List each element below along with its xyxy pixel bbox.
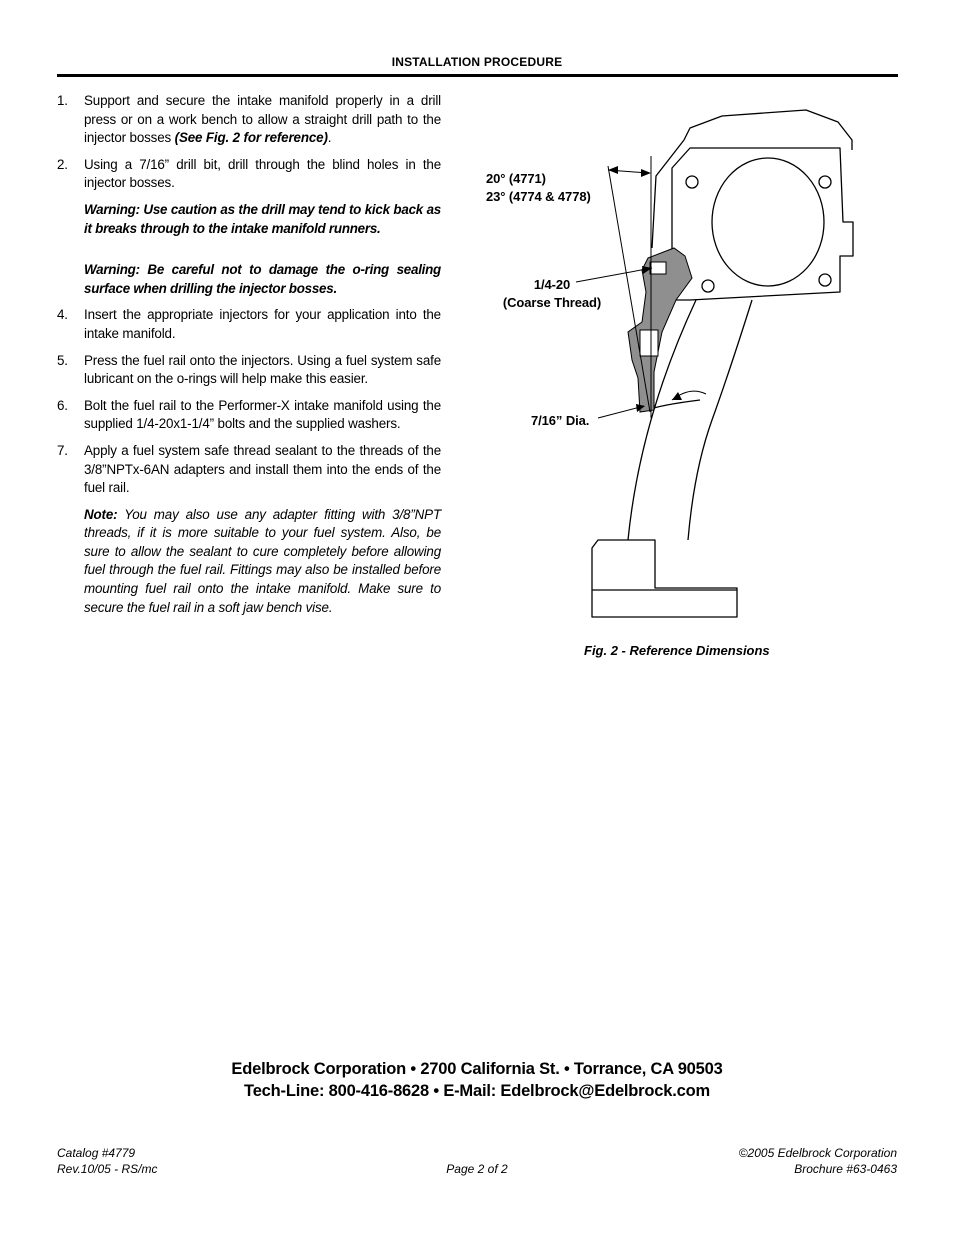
flange-outline	[672, 148, 853, 300]
thread-callout	[500, 276, 604, 312]
step-number: 1.	[57, 93, 68, 108]
step-number: 2.	[57, 156, 68, 172]
step-number: 7.	[57, 442, 68, 458]
step-item	[57, 156, 441, 193]
step-number: 5.	[57, 352, 68, 368]
header-divider	[57, 74, 898, 77]
runner-top-outline	[684, 110, 852, 150]
warning-text: Warning: Use caution as the drill may tend to kick back as it breaks through to the intake manifold runners.	[84, 201, 441, 236]
angle-callout	[486, 170, 591, 206]
angle-arrowhead	[641, 169, 651, 177]
step-text: Apply a fuel system safe thread sealant to the threads of the 3/8”NPTx-6AN adapters and install them into the ends of the fuel rail.	[84, 442, 441, 496]
step-item	[57, 442, 441, 498]
angle-label-4771: 20° (4771)	[486, 171, 546, 186]
step-text: Support and secure the intake manifold properly in a drill press or on a work bench to allow a straight drill path to the injector bosses	[84, 93, 441, 146]
figure-caption: Fig. 2 - Reference Dimensions	[584, 643, 770, 658]
note-label: Note:	[84, 506, 118, 522]
footer-right	[739, 1145, 897, 1177]
step-number: 6.	[57, 397, 68, 413]
note-text	[57, 506, 441, 618]
thread-size-label: 1/4-20	[533, 277, 571, 292]
copyright-text: ©2005 Edelbrock Corporation	[738, 1146, 897, 1160]
revision-info: Rev.10/05 - RS/mc	[57, 1162, 158, 1176]
step-text: Bolt the fuel rail to the Performer-X intake manifold using the supplied 1/4-20x1-1/4” bolts and the supplied washers.	[84, 397, 441, 432]
step-number: 4.	[57, 307, 68, 323]
step-item	[57, 352, 441, 389]
note-body: You may also use any adapter fitting with 3/8”NPT threads, if it is more suitable to your fuel system. Also, be sure to allow the sealant to cure completely before allowing fuel through the fuel rail. Fittings may also be installed before mounting fuel rail onto the intake manifold. Make sure to secure the fuel rail in a soft jaw bench vise.	[84, 506, 441, 615]
company-address: Edelbrock Corporation • 2700 California St. • Torrance, CA 90503	[231, 1060, 723, 1078]
angled-drill-line	[608, 166, 650, 412]
step-item	[57, 397, 441, 434]
step-item	[57, 306, 441, 343]
runner-right-outline	[688, 300, 752, 540]
company-info	[0, 1058, 954, 1102]
step-text: Insert the appropriate injectors for your application into the intake manifold.	[84, 307, 441, 341]
angle-label-4774-4778: 23° (4774 & 4778)	[486, 189, 591, 204]
page-number: Page 2 of 2	[446, 1162, 508, 1176]
thread-type-label: (Coarse Thread)	[502, 295, 602, 310]
step-item	[57, 92, 441, 148]
figure-reference: (See Fig. 2 for reference)	[174, 130, 328, 146]
diameter-callout: 7/16” Dia.	[531, 413, 590, 428]
base-outline	[592, 540, 737, 617]
dim-arrowhead	[672, 392, 682, 400]
page-header-title: INSTALLATION PROCEDURE	[391, 55, 563, 69]
step-text-tail: .	[327, 130, 332, 146]
step-text: Press the fuel rail onto the injectors. Using a fuel system safe lubricant on the o-rings will help make this easier.	[84, 352, 441, 387]
step-text: Using a 7/16” drill bit, drill through the blind holes in the injector bosses.	[84, 156, 441, 191]
company-contact: Tech-Line: 800-416-8628 • E-Mail: Edelbrock@Edelbrock.com	[244, 1082, 710, 1100]
installation-steps	[57, 92, 441, 617]
brochure-number: Brochure #63-0463	[794, 1162, 897, 1176]
warning-text: Warning: Be careful not to damage the o-ring sealing surface when drilling the injector bosses.	[84, 262, 441, 296]
drill-hole	[640, 330, 658, 356]
thread-hole	[650, 262, 666, 274]
catalog-number: Catalog #4779	[57, 1146, 136, 1160]
